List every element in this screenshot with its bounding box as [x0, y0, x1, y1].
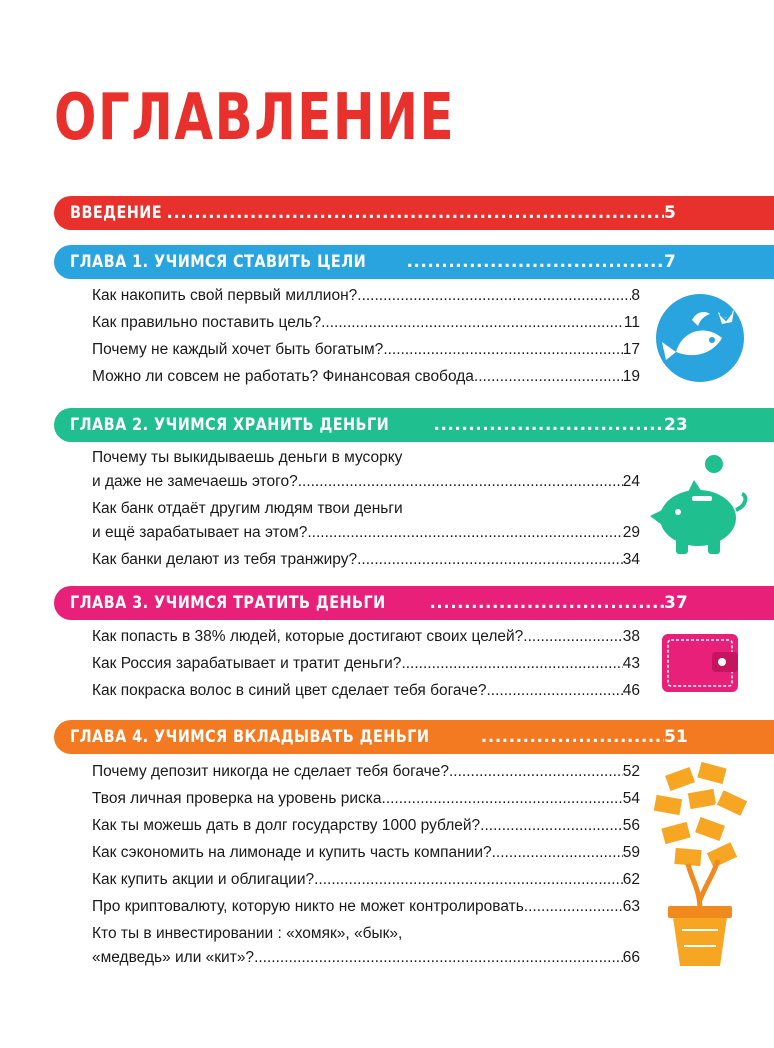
toc-entry[interactable]: Как ты можешь дать в долг государству 1000 рублей? ..... 56: [92, 814, 640, 838]
chapter-1-label: ГЛАВА 1. УЧИМСЯ СТАВИТЬ ЦЕЛИ: [70, 252, 367, 272]
page-title: ОГЛАВЛЕНИЕ: [54, 81, 456, 155]
toc-entry[interactable]: Как банки делают из тебя транжиру? ..... 34: [92, 548, 640, 572]
intro-bar[interactable]: [54, 196, 774, 230]
toc-entry[interactable]: Как купить акции и облигации? ..... 62: [92, 868, 640, 892]
toc-entry[interactable]: Как покраска волос в синий цвет сделает тебя богаче? ..... 46: [92, 679, 640, 703]
toc-entry[interactable]: Можно ли совсем не работать? Финансовая свобода ..... 19: [92, 365, 640, 389]
chapter-2-bar[interactable]: [54, 408, 774, 442]
chapter-4-page: 51: [664, 727, 688, 747]
toc-entry[interactable]: Как правильно поставить цель? ..... 11: [92, 311, 640, 335]
chapter-1-page: 7: [664, 252, 676, 272]
toc-entry[interactable]: Кто ты в инвестировании : «хомяк», «бык», «медведь» или «кит»? ..... 66: [92, 922, 640, 970]
toc-entry[interactable]: Про криптовалюту, которую никто не может контролировать ..... 63: [92, 895, 640, 919]
toc-entry[interactable]: Твоя личная проверка на уровень риска ..... 54: [92, 787, 640, 811]
toc-entry[interactable]: Как накопить свой первый миллион? ..... 8: [92, 284, 640, 308]
toc-entry[interactable]: Почему ты выкидываешь деньги в мусорку и даже не замечаешь этого? ..... 24: [92, 446, 640, 494]
intro-label: ВВЕДЕНИЕ: [70, 203, 163, 223]
wallet-icon: [660, 632, 740, 694]
money-tree-icon: [648, 760, 752, 970]
chapter-4-entries: [92, 760, 640, 973]
chapter-4-label: ГЛАВА 4. УЧИМСЯ ВКЛАДЫВАТЬ ДЕНЬГИ: [70, 727, 430, 747]
piggy-bank-icon: [648, 450, 752, 560]
chapter-4-bar[interactable]: [54, 720, 774, 754]
chapter-2-label: ГЛАВА 2. УЧИМСЯ ХРАНИТЬ ДЕНЬГИ: [70, 415, 390, 435]
chapter-2-entries: [92, 446, 640, 575]
chapter-3-entries: [92, 625, 640, 706]
chapter-1-bar[interactable]: [54, 245, 774, 279]
chapter-3-label: ГЛАВА 3. УЧИМСЯ ТРАТИТЬ ДЕНЬГИ: [70, 593, 386, 613]
toc-entry[interactable]: Как Россия зарабатывает и тратит деньги? ..... 43: [92, 652, 640, 676]
chapter-3-page: 37: [664, 593, 688, 613]
chapter-2-page: 23: [664, 415, 688, 435]
intro-page: 5: [664, 203, 676, 223]
toc-entry[interactable]: Как попасть в 38% людей, которые достигают своих целей? ..... 38: [92, 625, 640, 649]
toc-entry[interactable]: Почему депозит никогда не сделает тебя богаче? ..... 52: [92, 760, 640, 784]
chapter-3-bar[interactable]: [54, 586, 774, 620]
chapter-1-entries: [92, 284, 640, 392]
toc-entry[interactable]: Как сэкономить на лимонаде и купить часть компании? ..... 59: [92, 841, 640, 865]
toc-entry[interactable]: Как банк отдаёт другим людям твои деньги и ещё зарабатывает на этом? ..... 29: [92, 497, 640, 545]
toc-entry[interactable]: Почему не каждый хочет быть богатым? ..... 17: [92, 338, 640, 362]
fish-icon: [652, 290, 748, 386]
